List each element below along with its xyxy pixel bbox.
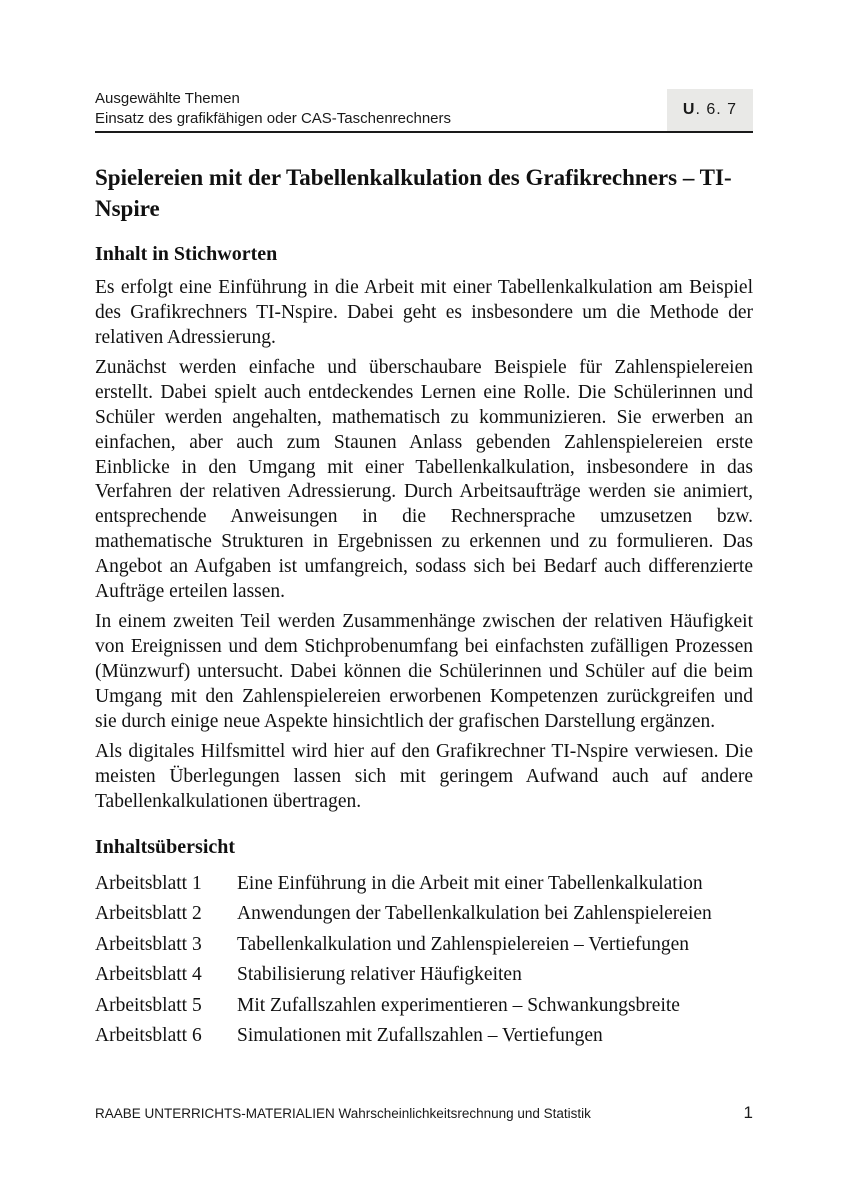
worksheet-label: Arbeitsblatt 2 <box>95 903 202 925</box>
page-title: Spielereien mit der Tabellenkalkulation des Grafikrechners – TI-Nspire <box>95 165 732 221</box>
unit-code-badge <box>667 89 753 131</box>
overview-heading: Inhaltsübersicht <box>95 835 236 858</box>
worksheet-list <box>95 871 753 1049</box>
intro-paragraph: Es erfolgt eine Einführung in die Arbeit mit einer Tabellenkalkulation am Beispiel des Grafikrechners TI-Nspire. Dabei geht es insbesondere um die Methode der relativen Adressierung. <box>95 277 753 348</box>
header-subtitle: Einsatz des grafikfähigen oder CAS-Taschenrechners <box>95 110 452 127</box>
footer-imprint: RAABE UNTERRICHTS-MATERIALIEN Wahrscheinlichkeitsrechnung und Statistik <box>95 1106 591 1121</box>
tools-paragraph: Als digitales Hilfsmittel wird hier auf den Grafikrechner TI-Nspire verwiesen. Die meisten Überlegungen lassen sich mit geringem Aufwand auch auf andere Tabellenkalkulationen übertragen. <box>95 741 753 812</box>
worksheet-row <box>95 962 753 987</box>
page-header <box>95 89 753 133</box>
worksheet-title: Simulationen mit Zufallszahlen – Vertiefungen <box>237 1025 603 1047</box>
badge-prefix: U <box>682 101 696 118</box>
worksheet-row <box>95 1023 753 1048</box>
worksheet-title: Eine Einführung in die Arbeit mit einer Tabellenkalkulation <box>237 872 703 894</box>
worksheet-row <box>95 871 753 896</box>
worksheet-label: Arbeitsblatt 4 <box>95 964 202 986</box>
worksheet-label: Arbeitsblatt 6 <box>95 1025 202 1047</box>
worksheet-title: Mit Zufallszahlen experimentieren – Schwankungsbreite <box>237 994 680 1016</box>
header-lines <box>95 89 753 129</box>
worksheet-label: Arbeitsblatt 5 <box>95 994 202 1016</box>
page-footer <box>95 1103 753 1123</box>
worksheet-row <box>95 993 753 1018</box>
header-series-title: Ausgewählte Themen <box>95 90 240 107</box>
badge-number: . 6. 7 <box>695 101 738 118</box>
page-number: 1 <box>743 1103 753 1122</box>
keywords-heading: Inhalt in Stichworten <box>95 243 278 265</box>
worksheet-label: Arbeitsblatt 3 <box>95 933 202 955</box>
worksheet-label: Arbeitsblatt 1 <box>95 872 202 894</box>
content-column <box>95 0 753 1054</box>
first-part-paragraph: Zunächst werden einfache und überschaubare Beispiele für Zahlenspielereien erstellt. Dabei spielt auch entdeckendes Lernen eine Rolle. Die Schülerinnen und Schüler werden angehalten, mathematisch zu kommunizieren. Sie erwerben an einfachen, aber auch zum Staunen Anlass gebenden Zahlenspielereien erste Einblicke in den Umgang mit einer Tabellenkalkulation, insbesondere in das Verfahren der relativen Adressierung. Durch Arbeitsaufträge werden sie animiert, entsprechende Anweisungen in die Rechnersprache umzusetzen bzw. mathematische Strukturen in Ergebnissen zu erkennen und zu formulieren. Das Angebot an Aufgaben ist umfangreich, sodass sich bei Bedarf auch differenzierte Aufträge erteilen lassen. <box>95 357 753 602</box>
worksheet-title: Stabilisierung relativer Häufigkeiten <box>237 964 522 986</box>
worksheet-title: Tabellenkalkulation und Zahlenspielereien – Vertiefungen <box>237 933 690 955</box>
worksheet-title: Anwendungen der Tabellenkalkulation bei Zahlenspielereien <box>237 903 712 925</box>
worksheet-row <box>95 901 753 926</box>
second-part-paragraph: In einem zweiten Teil werden Zusammenhänge zwischen der relativen Häufigkeit von Ereignissen und dem Stichprobenumfang bei einfachsten zufälligen Prozessen (Münzwurf) untersucht. Dabei können die Schülerinnen und Schüler auf die beim Umgang mit den Zahlenspielereien erworbenen Kompetenzen zurückgreifen und sie durch einige neue Aspekte hinsichtlich der grafischen Darstellung ergänzen. <box>95 611 753 732</box>
worksheet-row <box>95 932 753 957</box>
